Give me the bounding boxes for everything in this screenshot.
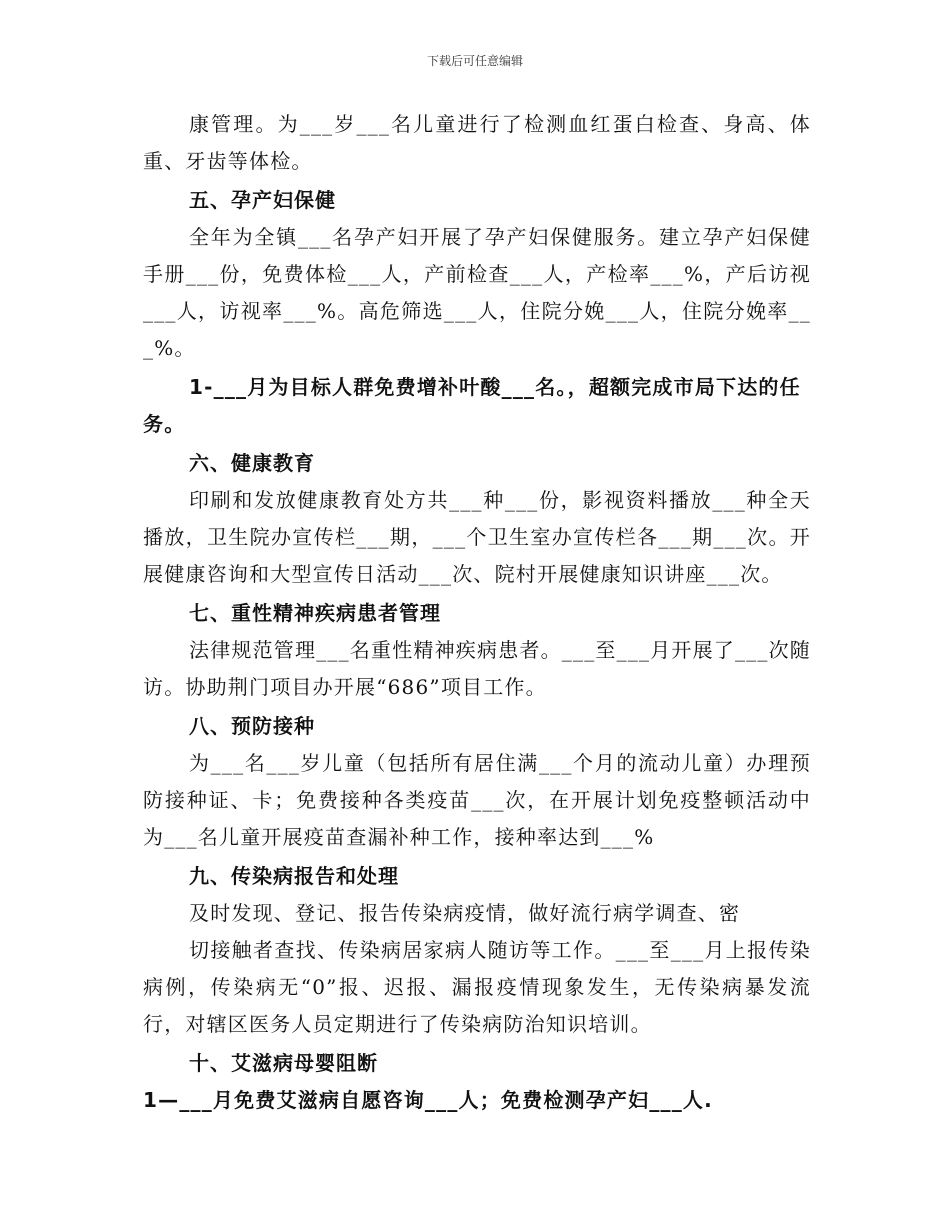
heading-vaccination: 八、预防接种	[189, 714, 315, 738]
paragraph-health-education: 印刷和发放健康教育处方共___种___份，影视资料播放___种全天播放，卫生院办宣传栏___期，___个卫生室办宣传栏各___期___次。开展健康咨询和大型宣传日活动___次、院村开展健康知识讲座___次。	[143, 488, 811, 586]
paragraph-maternal-health: 全年为全镇___名孕产妇开展了孕产妇保健服务。建立孕产妇保健手册___份，免费体检___人，产前检查___人，产检率___%，产后访视___人，访视率___%。高危筛选___人，住院分娩___人，住院分娩率___%。	[143, 225, 811, 360]
paragraph-vaccination: 为___名___岁儿童（包括所有居住满___个月的流动儿童）办理预防接种证、卡；免费接种各类疫苗___次，在开展计划免疫整顿活动中为___名儿童开展疫苗查漏补种工作，接种率达到___%	[143, 751, 811, 849]
paragraph-child-health-continued: 康管理。为___岁___名儿童进行了检测血红蛋白检查、身高、体重、牙齿等体检。	[143, 112, 811, 173]
heading-infectious-disease: 九、传染病报告和处理	[189, 864, 399, 888]
paragraph-hiv-mother-child: 1—___月免费艾滋病自愿咨询___人；免费检测孕产妇___人.	[143, 1088, 713, 1112]
page-header-watermark: 下载后可任意编辑	[426, 54, 523, 68]
paragraph-infectious-disease-continued: 切接触者查找、传染病居家病人随访等工作。___至___月上报传染病例，传染病无“0”报、迟报、漏报疫情现象发生，无传染病暴发流行，对辖区医务人员定期进行了传染病防治知识培训。	[143, 938, 811, 1036]
paragraph-mental-illness-management: 法律规范管理___名重性精神疾病患者。___至___月开展了___次随访。协助荆门项目办开展“686”项目工作。	[143, 638, 811, 699]
heading-mental-illness-management: 七、重性精神疾病患者管理	[189, 601, 441, 625]
paragraph-folic-acid: 1-___月为目标人群免费增补叶酸___名。，超额完成市局下达的任务。	[143, 375, 801, 436]
heading-maternal-health: 五、孕产妇保健	[189, 188, 336, 212]
heading-health-education: 六、健康教育	[189, 451, 315, 475]
paragraph-infectious-disease-line1: 及时发现、登记、报告传染病疫情，做好流行病学调查、密	[189, 901, 741, 925]
heading-hiv-mother-child: 十、艾滋病母婴阻断	[189, 1051, 378, 1075]
document-body	[143, 106, 811, 1119]
